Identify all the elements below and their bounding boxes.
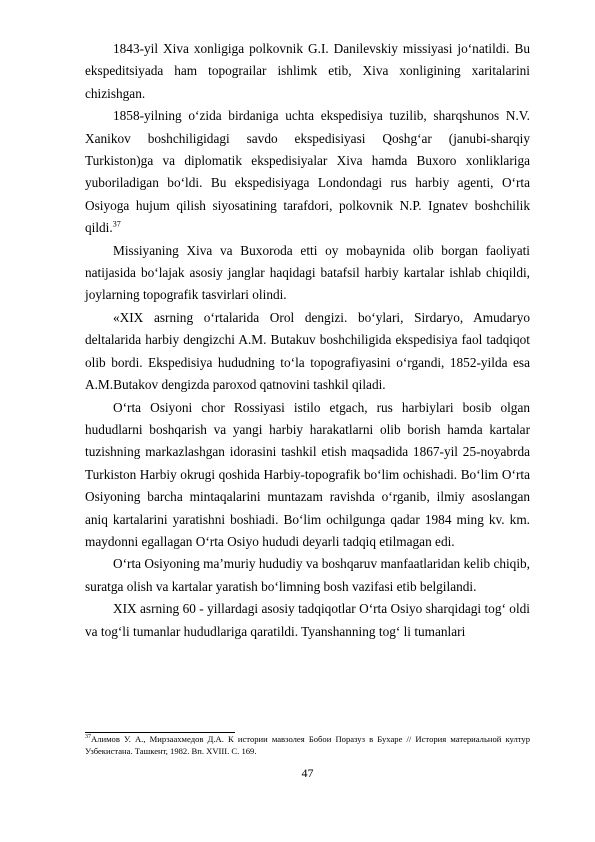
footnote-reference[interactable]: 37	[112, 219, 121, 229]
paragraph-1	[85, 38, 530, 105]
footnote-divider	[85, 732, 235, 733]
paragraph-text: 1858-yilning o‘zida birdaniga uchta ekspedisiya tuzilib, sharqshunos N.V. Xanikov boshchiligidagi savdo ekspedisiyasi Qoshg‘ar (janubi-sharqiy Turkiston)ga va diplomatik ekspedisiyalar Xiva hamda Buxoro xonliklariga yuboriladigan bo‘ldi. Bu ekspedisiyaga Londondagi rus harbiy agenti, O‘rta Osiyoga hujum qilish siyosatining tarafdori, polkovnik N.P. Ignatev boshchilik qildi.	[85, 108, 530, 236]
paragraph-6	[85, 553, 530, 598]
page-number: 47	[301, 766, 314, 780]
paragraph-3	[85, 240, 530, 307]
footnote-number: 37	[85, 734, 91, 741]
paragraph-text: Missiyaning Xiva va Buxoroda etti oy mobaynida olib borgan faoliyati natijasida bo‘lajak asosiy janglar haqidagi batafsil harbiy kartalar ishlab chiqildi, joylarning topografik tasvirlari olindi.	[85, 242, 530, 303]
paragraph-7	[85, 598, 530, 643]
footnote-text: Алимов У. А., Мирзаахмедов Д.А. К истории мавзолея Бобои Поразуз в Бухаре // История материальной култур Узбекистана. Ташкент, 1982. Вп. XVIII. С. 169.	[85, 734, 530, 756]
paragraph-text: O‘rta Osiyoning ma’muriy hududiy va boshqaruv manfaatlaridan kelib chiqib, suratga olish va kartalar yaratish bo‘limning bosh vazifasi etib belgilandi.	[85, 556, 530, 594]
page-body	[85, 38, 530, 643]
paragraph-text: «XIX asrning o‘rtalarida Orol dengizi. bo‘ylari, Sirdaryo, Amudaryo deltalarida harbiy dengizchi A.M. Butakuv boshchiligida ekspedisiya faol tadqiqot olib bordi. Ekspedisiya hududning to‘la topografiyasini o‘rgandi, 1852-yilda esa A.M.Butakov dengizda paroxod qatnovini tashkil qiladi.	[85, 309, 530, 393]
paragraph-text: O‘rta Osiyoni chor Rossiyasi istilo etgach, rus harbiylari bosib olgan hududlarni boshqarish va yangi harbiy harakatlarni olib borish hamda kartalar tuzishning markazlashgan idorasini tashkil etish maqsadida 1867-yil 25-noyabrda Turkiston Harbiy okrugi qoshida Harbiy-topografik bo‘lim ochishadi. Bo‘lim O‘rta Osiyoning barcha mintaqalarini muntazam ravishda o‘rganib, ilmiy asoslangan aniq kartalarini yaratishni boshiadi. Bo‘lim ochilgunga qadar 1984 ming kv. km. maydonni egallagan O‘rta Osiyo hududi deyarli tadqiq etilmagan edi.	[85, 399, 530, 549]
footnote	[85, 734, 530, 757]
paragraph-text: 1843-yil Xiva xonligiga polkovnik G.I. Danilevskiy missiyasi jo‘natildi. Bu ekspeditsiyada ham topograilar ishlimk etib, Xiva xonligining xaritalarini chizishgan.	[85, 41, 530, 101]
paragraph-4	[85, 307, 530, 397]
paragraph-2	[85, 105, 530, 239]
paragraph-text: XIX asrning 60 - yillardagi asosiy tadqiqotlar O‘rta Osiyo sharqidagi tog‘ oldi va tog‘li tumanlar hududlariga qaratildi. Tyanshanning tog‘ li tumanlari	[85, 601, 530, 639]
paragraph-5	[85, 397, 530, 554]
